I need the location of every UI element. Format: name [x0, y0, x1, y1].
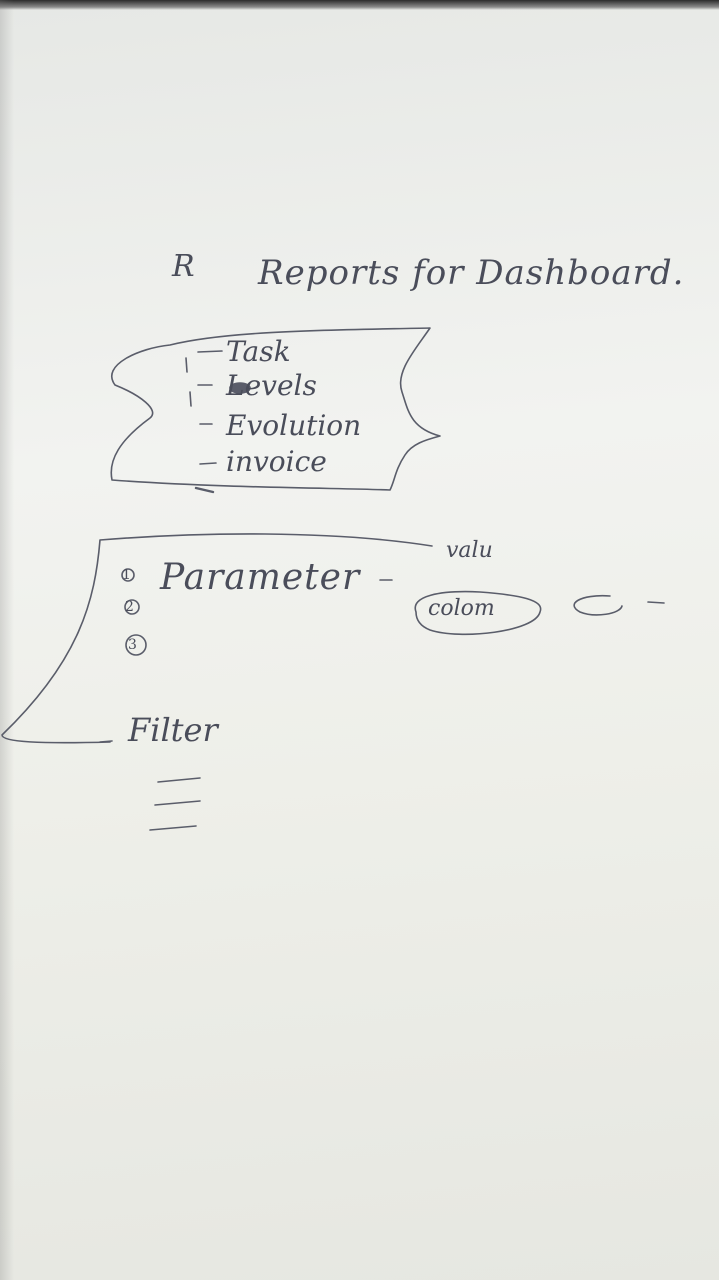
filter-line-1: [158, 778, 200, 782]
task-list-item: invoice: [226, 445, 327, 478]
small-dash: [648, 602, 664, 603]
dash-3: [200, 463, 216, 464]
parameter-option-valu: valu: [446, 538, 493, 563]
parameter-label: Parameter: [160, 557, 361, 598]
filter-line-3: [150, 826, 196, 830]
filter-label: Filter: [128, 711, 218, 749]
parameter-number: 2: [125, 599, 134, 615]
filter-arrow: [100, 741, 112, 742]
dash-0: [198, 351, 222, 352]
task-list-item: Task: [226, 335, 291, 368]
task-list-item: Evolution: [226, 409, 362, 442]
page-title: Reports for Dashboard.: [258, 253, 685, 293]
title-mark: R: [172, 249, 195, 284]
tick-3: [196, 488, 213, 492]
filter-line-2: [155, 801, 200, 805]
tick-1: [186, 358, 187, 372]
tick-2: [190, 392, 191, 406]
task-list-item: Levels: [226, 369, 317, 402]
parameter-number: 1: [122, 567, 131, 583]
parameter-number: 3: [128, 637, 137, 653]
parameter-option-colom: colom: [428, 596, 495, 621]
small-ellipse: [574, 596, 622, 615]
